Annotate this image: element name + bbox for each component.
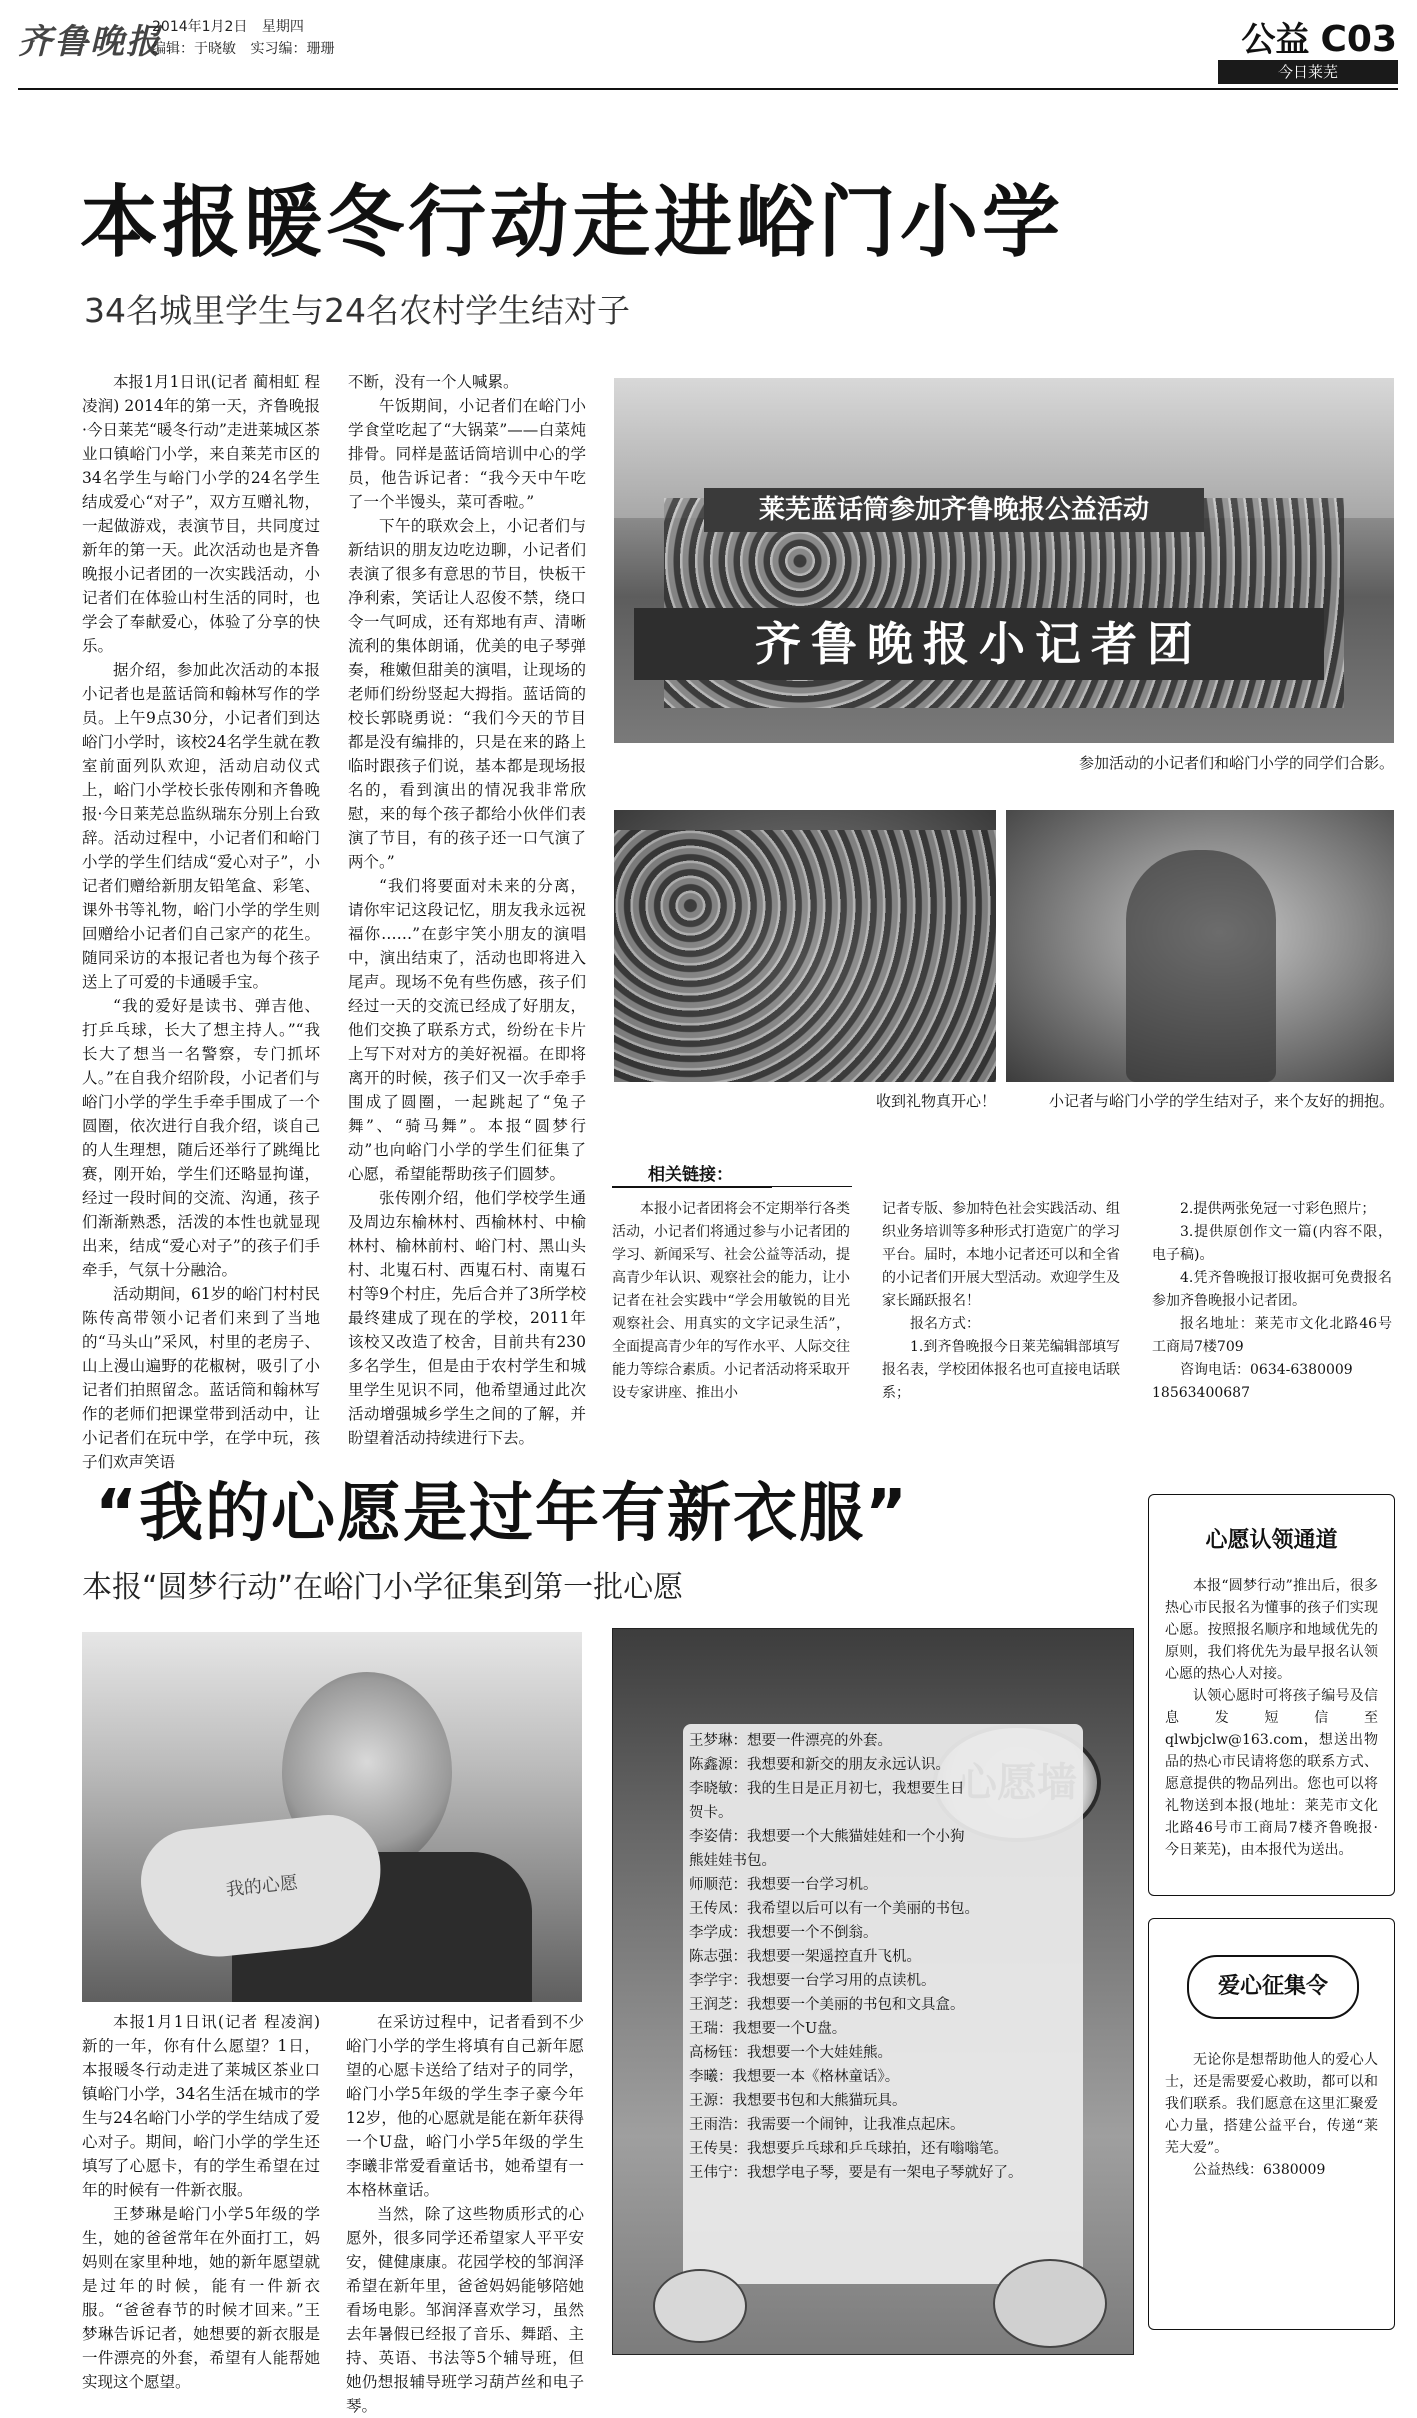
related-links	[612, 1160, 1397, 1430]
wish-entry: 王润芝：我想要一个美丽的书包和文具盒。	[689, 1997, 965, 2013]
wish-entry: 王雨浩：我需要一个闹钟，让我准点起床。	[689, 2117, 965, 2133]
related-col-1	[612, 1198, 850, 1405]
paragraph: 午饭期间，小记者们在峪门小学食堂吃起了“大锅菜”——白菜炖排骨。同样是蓝话筒培训中心的学员，他告诉记者：“我今天中午吃了一个半馒头，菜可香啦。”	[348, 397, 586, 511]
related-text: 本报小记者团将会不定期举行各类活动，小记者们将通过参与小记者团的学习、新闻采写、社会公益等活动，提高青少年认识、观察社会的能力，让小记者在社会实践中“学会用敏锐的目光观察社会、用真实的文字记录生活”，全面提高青少年的写作水平、人际交往能力等综合素质。小记者活动将采取开设专家讲座、推出小	[612, 1201, 850, 1401]
banner-bottom-text: 齐鲁晚报小记者团	[755, 617, 1203, 671]
wish-entry: 陈志强：我想要一架遥控直升飞机。	[689, 1949, 921, 1965]
wish-wall	[612, 1628, 1134, 2355]
story2-column-1	[82, 2010, 320, 2391]
girl-photo	[82, 1632, 582, 2002]
paragraph: “我们将要面对未来的分离，请你牢记这段记忆，朋友我永远祝福你……”在彭宇笑小朋友的演唱中，演出结束了，活动也即将进入尾声。现场不免有些伤感，孩子们经过一天的交流已经成了好朋友，他们交换了联系方式，纷纷在卡片上写下对对方的美好祝福。在即将离开的时候，孩子们又一次手牵手围成了圆圈，一起跳起了“兔子舞”、“骑马舞”。本报“圆梦行动”也向峪门小学的学生们征集了心愿，希望能帮助孩子们圆梦。	[348, 877, 586, 1183]
claim-channel-title: 心愿认领通道	[1205, 1528, 1338, 1553]
proofreader: 实习编：珊珊	[250, 41, 335, 57]
group-photo	[614, 378, 1394, 743]
wish-entry: 王传昊：我想要乒乓球和乒乓球拍，还有嗡嗡笔。	[689, 2141, 1008, 2157]
page-number: C03	[1320, 19, 1397, 60]
weekday: 星期四	[261, 19, 304, 35]
editor: 编辑：于晓敏	[152, 41, 236, 57]
consult-phone: 咨询电话：0634-6380009	[1180, 1362, 1353, 1378]
claim-channel-p2: 认领心愿时可将孩子编号及信息发短信至qlwbjclw@163.com，想送出物品的热心市民请将您的联系方式、愿意提供的物品列出。您也可以将礼物送到本报(地址：莱芜市文化北路46号市工商局7楼齐鲁晚报·今日莱芜)，由本报代为送出。	[1165, 1688, 1378, 1858]
love-call-text	[1165, 2049, 1378, 2181]
wish-entry: 李曦：我想要一本《格林童话》。	[689, 2069, 900, 2085]
paragraph: 王梦琳是峪门小学5年级的学生，她的爸爸常年在外面打工，妈妈则在家里种地，她的新年愿望就是过年的时候，能有一件新衣服。“爸爸春节的时候才回来。”王梦琳告诉记者，她想要的新衣服是一件漂亮的外套，希望有人能帮她实现这个愿望。	[82, 2205, 320, 2391]
related-text: 4.凭齐鲁晚报订报收据可免费报名参加齐鲁晚报小记者团。	[1152, 1270, 1392, 1309]
section-label	[1241, 12, 1397, 61]
wish-entry: 李姿倩：我想要一个大熊猫娃娃和一个小狗熊娃娃书包。	[689, 1829, 965, 1869]
paragraph: 本报1月1日讯(记者 程凌润) 新的一年，你有什么愿望？1日，本报暖冬行动走进了莱城区茶业口镇峪门小学，34名生活在城市的学生与24名峪门小学的学生结成了爱心对子。期间，峪门小学的学生还填写了心愿卡，有的学生希望在过年的时候有一件新衣服。	[82, 2013, 320, 2199]
register-address: 报名地址：莱芜市文化北路46号工商局7楼709	[1152, 1316, 1392, 1355]
story2-headline: “我的心愿是过年有新衣服”	[95, 1477, 910, 1551]
wish-entry: 王伟宁：我想学电子琴，要是有一架电子琴就好了。	[689, 2165, 1023, 2181]
banner-top-text: 莱芜蓝话筒参加齐鲁晚报公益活动	[758, 495, 1149, 525]
love-call-hotline: 公益热线：6380009	[1193, 2162, 1326, 2178]
gifts-photo	[614, 810, 996, 1082]
paragraph: 不断，没有一个人喊累。	[348, 373, 519, 391]
wish-entry: 王瑞：我想要一个U盘。	[689, 2021, 847, 2037]
mobile-phone: 18563400687	[1152, 1385, 1250, 1401]
wish-entry: 李晓敏：我的生日是正月初七，我想要生日贺卡。	[689, 1781, 965, 1821]
edition-name: 今日莱芜	[1277, 63, 1338, 81]
paragraph: 据介绍，参加此次活动的本报小记者也是蓝话筒和翰林写作的学员。上午9点30分，小记者们到达峪门小学时，该校24名学生就在教室前面列队欢迎，活动启动仪式上，峪门小学校长张传刚和齐鲁晚报·今日莱芜总监纵瑞东分别上台致辞。活动过程中，小记者们和峪门小学的学生们结成“爱心对子”，小记者们赠给新朋友铅笔盒、彩笔、课外书等礼物，峪门小学的学生则回赠给小记者们自己家产的花生。随同采访的本报记者也为每个孩子送上了可爱的卡通暖手宝。	[82, 661, 320, 991]
love-call-badge	[1187, 1955, 1359, 2019]
child-figure	[1126, 850, 1276, 1082]
related-title-box	[612, 1160, 772, 1188]
related-title: 相关链接：	[648, 1165, 733, 1185]
pumpkin-right	[993, 2259, 1107, 2348]
story1-headline: 本报暖冬行动走进峪门小学	[80, 178, 1065, 268]
wish-entry: 李学宇：我想要一台学习用的点读机。	[689, 1973, 936, 1989]
love-call-box	[1148, 1918, 1395, 2330]
related-text: 1.到齐鲁晚报今日莱芜编辑部填写报名表，学校团体报名也可直接电话联系；	[882, 1339, 1120, 1401]
paragraph: 当然，除了这些物质形式的心愿外，很多同学还希望家人平平安安，健健康康。花园学校的邹润泽希望在新年里，爸爸妈妈能够陪她看场电影。邹润泽喜欢学习，虽然去年暑假已经报了音乐、舞蹈、主持、英语、书法等5个辅导班，但她仍想报辅导班学习葫芦丝和电子琴。	[346, 2205, 584, 2415]
masthead	[0, 0, 1417, 95]
wish-entry: 师顺范：我想要一台学习机。	[689, 1877, 878, 1893]
love-call-p1: 无论你是想帮助他人的爱心人士，还是需要爱心救助，都可以和我们联系。我们愿意在这里汇聚爱心力量，搭建公益平台，传递“莱芜大爱”。	[1165, 2052, 1378, 2156]
wish-entry: 高杨钰：我想要一个大娃娃熊。	[689, 2045, 892, 2061]
paragraph: 本报1月1日讯(记者 蔺相虹 程凌润) 2014年的第一天，齐鲁晚报·今日莱芜“暖冬行动”走进莱城区茶业口镇峪门小学，来自莱芜市区的34名学生与峪门小学的24名学生结成爱心“对子”，双方互赠礼物，一起做游戏，表演节目，共同度过新年的第一天。此次活动也是齐鲁晚报小记者团的一次实践活动，小记者们在体验山村生活的同时，也学会了奉献爱心，体验了分享的快乐。	[82, 373, 320, 655]
story2-subhead: 本报“圆梦行动”在峪门小学征集到第一批心愿	[82, 1570, 684, 1605]
claim-channel-box	[1148, 1494, 1395, 1896]
section-name: 公益	[1241, 20, 1310, 60]
group-photo-caption: 参加活动的小记者们和峪门小学的同学们合影。	[1078, 754, 1394, 772]
paragraph: “我的爱好是读书、弹吉他、打乒乓球，长大了想主持人。”“我长大了想当一名警察，专门抓坏人。”在自我介绍阶段，小记者们与峪门小学的学生手牵手围成了一个圆圈，依次进行自我介绍，谈自己的人生理想，随后还举行了跳绳比赛，刚开始，学生们还略显拘谨，经过一段时间的交流、沟通，孩子们渐渐熟悉，活泼的本性也就显现出来，结成“爱心对子”的孩子们手牵手，气氛十分融洽。	[82, 997, 320, 1279]
hug-photo	[1006, 810, 1394, 1082]
love-call-title: 爱心征集令	[1217, 1974, 1328, 1999]
paragraph: 活动期间，61岁的峪门村村民陈传高带领小记者们来到了当地的“马头山”采风，村里的老房子、山上漫山遍野的花椒树，吸引了小记者们拍照留念。蓝话筒和翰林写作的老师们把课堂带到活动中，让小记者们在玩中学，在学中玩，孩子们欢声笑语	[82, 1285, 320, 1471]
related-subtitle: 报名方式：	[910, 1316, 980, 1332]
gifts-photo-caption: 收到礼物真开心！	[875, 1092, 996, 1110]
wish-entry: 李学成：我想要一个不倒翁。	[689, 1925, 878, 1941]
masthead-rule	[18, 88, 1398, 90]
editor-credits	[152, 38, 334, 58]
paper-name: 齐鲁晚报	[18, 22, 162, 62]
story1-subhead: 34名城里学生与24名农村学生结对子	[84, 291, 630, 330]
date: 2014年1月2日	[152, 19, 248, 35]
edition-bar	[1218, 60, 1398, 84]
wish-entry: 陈鑫源：我想要和新交的朋友永远认识。	[689, 1757, 950, 1773]
wish-entry: 王传凤：我希望以后可以有一个美丽的书包。	[689, 1901, 979, 1917]
claim-channel-p1: 本报“圆梦行动”推出后，很多热心市民报名为懂事的孩子们实现心愿。按照报名顺序和地域优先的原则，我们将优先为最早报名认领心愿的热心人对接。	[1165, 1578, 1378, 1682]
related-text: 3.提供原创作文一篇(内容不限，电子稿)。	[1152, 1224, 1392, 1263]
wish-card-text: 我的心愿	[225, 1872, 299, 1901]
paragraph: 在采访过程中，记者看到不少峪门小学的学生将填有自己新年愿望的心愿卡送给了结对子的同学，峪门小学5年级的学生李子豪今年12岁，他的心愿就是能在新年获得一个U盘，峪门小学5年级的学生李曦非常爱看童话书，她希望有一本格林童话。	[346, 2013, 584, 2199]
children-crowd	[614, 830, 996, 1082]
related-text: 2.提供两张免冠一寸彩色照片；	[1180, 1201, 1376, 1217]
wish-entry: 王梦琳：想要一件漂亮的外套。	[689, 1733, 892, 1749]
banner-top	[704, 488, 1204, 532]
story1-column-2	[348, 370, 586, 1447]
related-text: 记者专版、参加特色社会实践活动、组织业务培训等多种形式打造宽广的学习平台。届时，本地小记者还可以和全省的小记者们开展大型活动。欢迎学生及家长踊跃报名！	[882, 1201, 1120, 1309]
pumpkin-left	[653, 2269, 747, 2343]
hug-photo-caption: 小记者与峪门小学的学生结对子，来个友好的拥抱。	[1048, 1092, 1394, 1110]
wish-entry: 王源：我想要书包和大熊猫玩具。	[689, 2093, 907, 2109]
story1-column-1	[82, 370, 320, 1471]
related-rule	[612, 1186, 852, 1187]
claim-channel-text	[1165, 1575, 1378, 1861]
issue-date	[152, 16, 304, 36]
paragraph: 张传刚介绍，他们学校学生通及周边东榆林村、西榆林村、中榆林村、榆林前村、峪门村、黑山头村、北嵬石村、西嵬石村、南嵬石村等9个村庄，先后合并了3所学校最终建成了现在的学校，2011年该校又改造了校舍，目前共有230多名学生，但是由于农村学生和城里学生见识不同，他希望通过此次活动增强城乡学生之间的了解，并盼望着活动持续进行下去。	[348, 1189, 586, 1447]
related-col-2	[882, 1198, 1120, 1405]
related-col-3	[1152, 1198, 1392, 1405]
wish-list	[689, 1729, 1079, 2185]
story2-column-2	[346, 2010, 584, 2415]
banner-bottom	[634, 608, 1324, 680]
paragraph: 下午的联欢会上，小记者们与新结识的朋友边吃边聊，小记者们表演了很多有意思的节目，快板干净利索，笑话让人忍俊不禁，绕口令一气呵成，还有郑地有声、清晰流利的集体朗诵，优美的电子琴弹奏，稚嫩但甜美的演唱，让现场的老师们纷纷竖起大拇指。蓝话筒的校长郭晓勇说：“我们今天的节目都是没有编排的，只是在来的路上临时跟孩子们说，基本都是现场报名的，看到演出的情况我非常欣慰，来的每个孩子都给小伙伴们表演了节目，有的孩子还一口气演了两个。”	[348, 517, 586, 871]
